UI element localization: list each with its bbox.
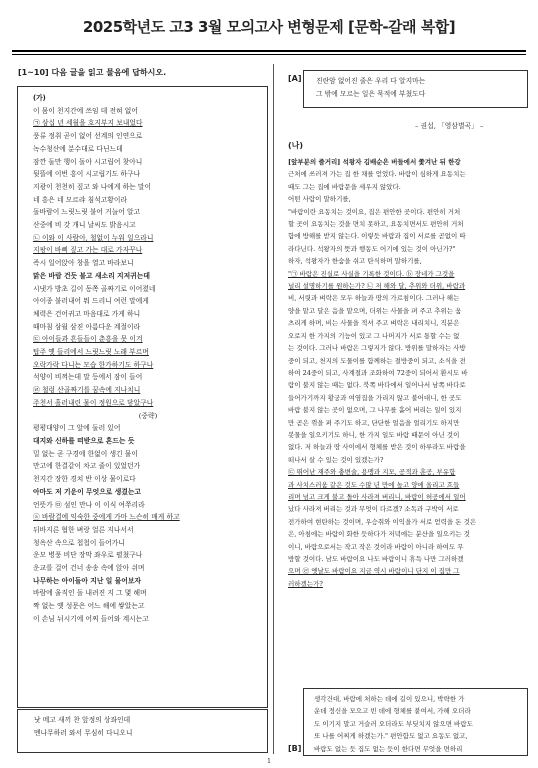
poem-line: 즉시 일어앉아 창을 열고 바라보니 [33, 259, 134, 268]
passage-a-box [303, 70, 528, 108]
prose-line: [앞부분의 줄거리] 석왕자 김배순은 버들에서 쫓겨난 뒤 한강 [288, 158, 461, 166]
poem-line: 잠깐 둘만 행이 돌아 시고립어 찾아니 [33, 157, 143, 166]
prose-line: 전가하여 현탄하는 것이며, 우승취와 이익을가 서로 얻력을 돈 것은 [288, 517, 477, 526]
poem-line: 뒤바지른 협한 벼랑 얼른 지나서서 [33, 525, 134, 534]
title-rule-thin [12, 54, 526, 55]
section-label-ga: (가) [33, 94, 46, 102]
poem-line: ㉠ 삼십 년 세월을 호지부지 보내었다 [33, 119, 143, 128]
prose-line: "바람이란 요동치는 것이요, 집은 편안한 곳이다. 편안히 거처 [288, 207, 461, 216]
passage-a-line: 그 밖에 모르는 일은 묵적에 부쳤도다 [316, 90, 426, 98]
poem-line: ㉢ 아이들과 흔들들이 춘흥을 못 이겨 [33, 335, 143, 344]
prose-line: 라다닌다. 석왕자의 뜻과 행동도 어기에 있는 것이 아닌가?" [288, 244, 456, 253]
poem-omission-marker: (중략) [138, 411, 158, 420]
question-instruction: [1~10] 다음 글을 읽고 물음에 답하시오. [18, 68, 167, 77]
poem-line: 때마침 삼월 삼짇 아름다운 계절이라 [33, 322, 141, 331]
poem-line: 이 손님 뉘시기에 어찌 들어와 계시는고 [33, 614, 149, 623]
poem-line: 네 흥은 네 모르랴 침석고황이라 [33, 195, 127, 204]
column-divider [273, 64, 274, 754]
section-label-na: (나) [288, 141, 304, 150]
prose-line: 방할 것이다. 남도 바람이요 나도 바람이니 휴득 나만 그러하겠 [288, 555, 464, 563]
poem-line: 시냇가 방초 길이 동쪽 골짜기로 이어졌네 [33, 284, 156, 293]
passage-b-line: 생각건대, 바람에 처하는 데에 길이 있으니, 박략한 가 [314, 695, 465, 703]
passage-a-line: 진란암 없어진 줄은 우리 다 알지마는 [316, 77, 426, 85]
poem-line: ㉡ 이와 이 사람아, 철없이 누워 일으라니 [33, 233, 154, 242]
poem-continuation-box [17, 709, 268, 753]
prose-line: "㉠ 바람은 진실로 사실을 기록한 것이다. ⓑ 장네가 그것을 [288, 269, 455, 278]
prose-line: 없다. 저 하늘과 땅 사이에서 형체를 받은 것이 하루라도 바람을 [288, 443, 466, 452]
poem-line: 이 몸이 천지간에 쓰임 데 전혀 없어 [33, 106, 138, 115]
prose-line: 할 곳이 요동치는 것을 면치 못하고, 요동치면서도 편안히 거처 [288, 220, 464, 229]
poem-line: 맑은 바람 건듯 불고 새소리 지저귀는데 [33, 271, 150, 280]
bracket-label-a: [A] [288, 74, 302, 83]
poem-box-line: 멘나무하러 와서 무심히 다니오니 [34, 729, 133, 737]
prose-line: 어떤 사람이 말하기를, [288, 195, 351, 204]
poem-line: 석양이 비껴는데 말 등에서 잠이 들어 [33, 373, 143, 382]
prose-line: 양을 맡고 달은 음을 맡으며, 더위는 사물을 펴 주고 추위는 움 [288, 306, 462, 315]
prose-line: 츠리게 하며, 비는 사물을 적셔 주고 벼락은 내리치니, 직분은 [288, 319, 460, 328]
poem-line: 돌바람이 느릿느릿 불어 거늘어 알고 [33, 208, 141, 217]
poem-line: 평평대양이 그 앞에 둘러 있어 [33, 424, 121, 433]
poem-line: 아마도 저 기운이 무엇으로 생겼는고 [33, 487, 141, 496]
prose-line: 널리 설명하기를 원하는가? ㉡ 저 해와 달, 추위와 더위, 바람과 [288, 282, 466, 291]
prose-line: 만 곧은 꺾을 펴 주기도 하고, 단단한 얼음을 얼리기도 하지만 [288, 418, 460, 427]
prose-line: 는 것이다. 그러나 바람은 그렇지가 않다. 방위를 말하자는 사방 [288, 344, 466, 353]
prose-line: 러하겠는가? [288, 579, 323, 588]
poem-line: 오락가락 다니는 모습 한가하기도 하구나 [33, 360, 154, 369]
poem-line: 주천서 흘러내린 물이 정원으로 닿았구나 [33, 398, 154, 407]
prose-line: ㉢ 뛰어난 재주와 충변술, 용맹과 지모, 공적과 훈공, 부유함 [288, 468, 456, 477]
prose-line: 은, 아침에는 바람이 화한 듯하다가 저녁에는 분산을 일으키는 것 [288, 530, 470, 539]
poem-line: 풍류 정취 곧이 없어 선계의 인연으로 [33, 132, 143, 141]
passage-b-line: 도 이기지 말고 거슬러 오더라도 부딪치지 않으면 바람도 [314, 719, 473, 728]
poem-line: 운모 병풍 비단 장막 좌우로 펼쳤구나 [33, 551, 143, 560]
poem-line: 바람에 울직인 돌 내려진 지 그 몇 해며 [33, 589, 147, 598]
prose-line: 하여 24중이 되고, 사계절과 조화하여 72중이 되어서 환시도 바 [288, 368, 468, 377]
poem-line: 아이종 불러내어 뭐 드리니 여런 말에게 [33, 297, 149, 306]
poem-line: 녹수청산에 분수대로 다닌느데 [33, 144, 123, 153]
prose-text [288, 156, 526, 590]
poem-box-line: 낫 메고 새끼 찬 앞정의 상좌인데 [34, 716, 131, 724]
poem-line: ㉣ 철렁 산골짜기를 꿈속에 지나치니 [33, 386, 141, 395]
poem-line: 탑주 옛 들리에서 느릿느릿 노래 부르며 [33, 348, 149, 357]
poem-line: 산중에 비 갓 개니 날씨도 밝음시고 [33, 221, 136, 230]
prose-line: 봇물을 일으키기도 하니, 한 가지 일도 바람 때문이 아닌 것이 [288, 430, 460, 439]
prose-line: 리며 넘고 크게 불고 돌아 사라져 버리니, 바람이 허공에서 일어 [288, 492, 466, 501]
passage-b-line: 운데 정신을 모으고 빈 데에 형체를 붙여서, 가해 오더라 [314, 707, 471, 716]
poem-text [33, 92, 263, 626]
poem-line: 지팡이 바삐 짚고 가는 대로 가자꾸나 [33, 246, 143, 255]
passage-b-line: 또 나를 어찌게 하겠는가." 편안함도 없고 요동도 없고, [314, 732, 468, 741]
poem-line: 만고에 한결같이 차고 줄이 있었던가 [33, 462, 141, 471]
title-rule-thick [12, 50, 526, 52]
prose-line: 비, 서릿과 벼락은 모두 하늘과 땅의 가르침이다. 그러나 해는 [288, 294, 460, 303]
prose-line: 중이 되고, 천지의 도물이를 함께하는 절방중이 되고, 소식을 전 [288, 356, 466, 365]
poem-line: 청옥산 속으로 첩첩이 들어가니 [33, 538, 125, 547]
page-number: 1 [267, 758, 271, 765]
poem-line: 체력은 건어귀고 마음대로 가게 하니 [33, 309, 141, 318]
prose-line: 과 사치스러움 같은 것도 수많 년 만에 높고 양에 올리고 흐들 [288, 480, 460, 489]
poem-line: 나무하는 아이들아 지난 일 물어보자 [33, 576, 141, 585]
poem-line: 천지간 장한 경치 반 이상 물이로다 [33, 475, 136, 484]
prose-line: 하자, 석왕자가 한숨을 쉬고 탄식하며 말하기를, [288, 257, 422, 266]
prose-line: 바람 불지 않는 곳이 없으며, 그 나무를 흩어 버리는 일이 있지 [288, 406, 462, 415]
prose-line: 이니, 바람으로서는 작고 작은 것이라 바람이 아니라 하여도 무 [288, 542, 464, 551]
prose-line: 때도 그는 집에 바람문을 세우지 않았다. [288, 182, 401, 191]
prose-line: 함에 방해를 받지 않는다. 이렇듯 바람과 집이 서로를 곧없이 따 [288, 232, 466, 241]
prose-line: 으며 ㉣ 옛날도 바람이요 지금 역시 바람이니 단지 이 집만 그 [288, 567, 460, 576]
prose-line: 났다 사라져 버리는 것과 무엇이 다르겠? 소독과 구박이 서로 [288, 505, 459, 514]
prose-line: 떠나서 살 수 있는 것이 있겠는가? [288, 455, 384, 464]
prose-line: 람이 불지 않는 때는 없다. 북쪽 바다에서 일어나서 남쪽 바다로 [288, 381, 466, 390]
poem-line: 지광이 천천히 짚고 와 나에게 하는 말이 [33, 182, 152, 191]
passage-b-line: 바람도 없는 듯 집도 없는 듯이 한다면 무엇을 면하리 [314, 744, 463, 753]
passage-b-box [303, 688, 528, 756]
poem-line: 짝 없는 옛 성문은 어느 해에 쌓았는고 [33, 602, 145, 611]
poem-line: 밀 없는 곧 구경에 한없이 생긴 물이 [33, 449, 138, 458]
page-title: 2025학년도 고3 3월 모의고사 변형문제 [문학-갈래 복합] [82, 18, 456, 36]
poem-line: 대지와 신하를 떠받으로 흔드는 듯 [33, 436, 135, 445]
prose-line: 근처에 쓰러져 가는 집 한 채를 얻었다. 바람이 심하게 요동치는 [288, 170, 466, 179]
prose-line: 오로지 한 가지의 기능이 있고 그 나머지가 서로 통할 수는 없 [288, 331, 460, 340]
poem-line: 뒷뜰에 이번 흥이 시고립기도 하구나 [33, 170, 141, 179]
poem-line: ⓐ 바람결에 익숙한 중에게 가마 느슨히 매게 하고 [33, 513, 180, 522]
poem-line: 운교를 걸어 건너 송송 속에 앉아 쉬며 [33, 564, 145, 573]
poem-source: – 권섭, 「영삼별곡」 – [415, 122, 484, 130]
bracket-label-b: [B] [288, 744, 302, 753]
prose-line: 들어가기까지 황궁과 여염집을 가리지 않고 불어대니, 한 곳도 [288, 393, 462, 402]
poem-line: 언뜻가 ㉤ 섬인 만나 이 이식 여쭈리라 [33, 500, 145, 509]
